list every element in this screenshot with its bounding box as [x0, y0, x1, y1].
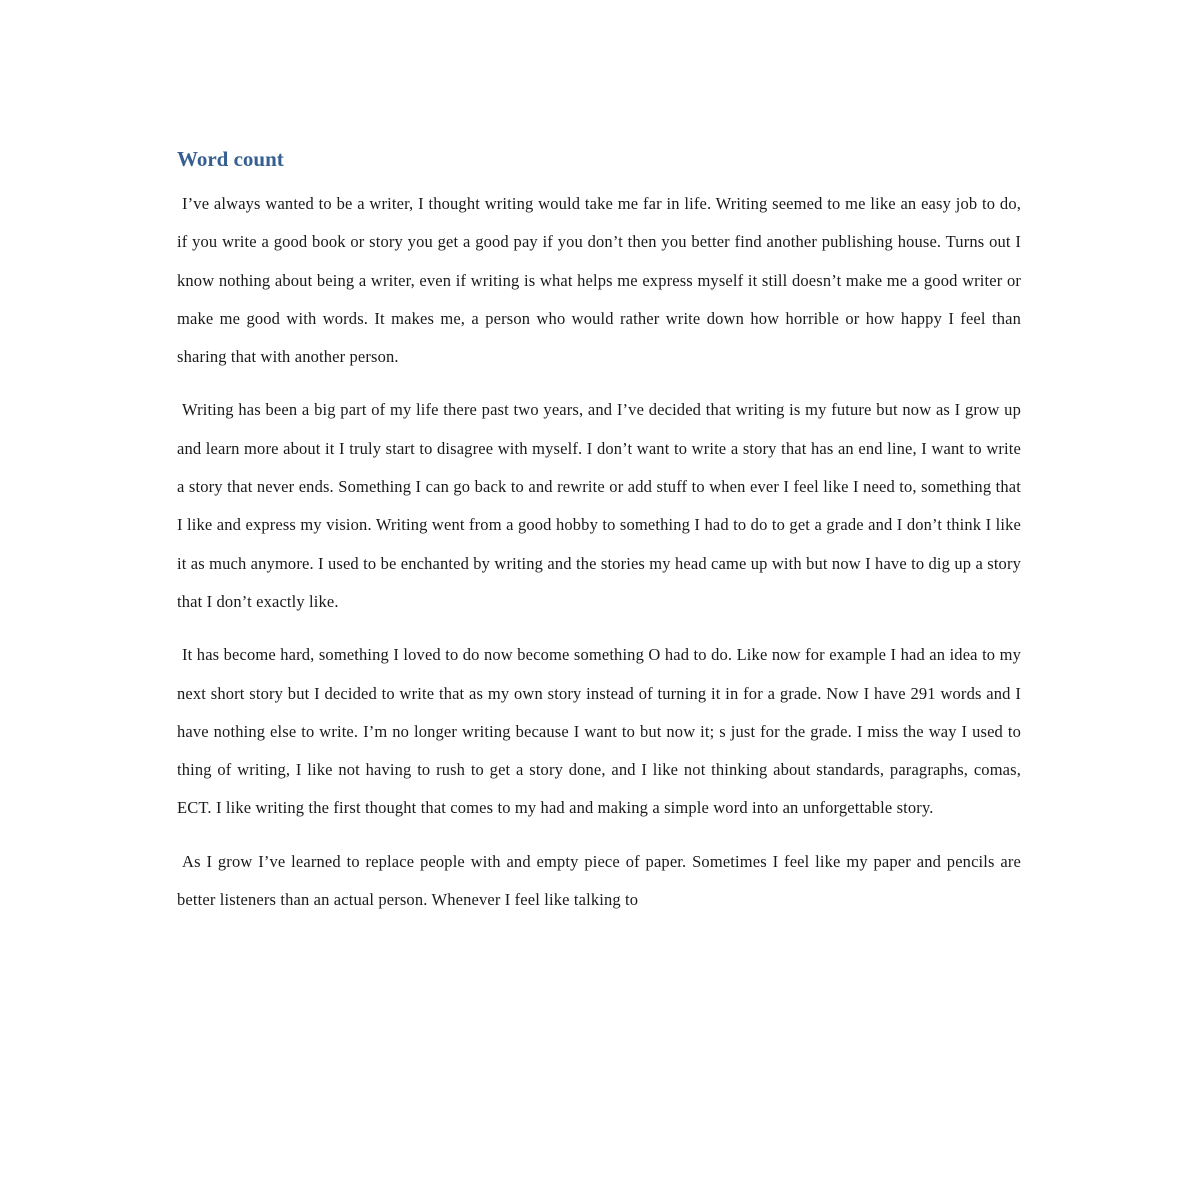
paragraph-1: I’ve always wanted to be a writer, I thought writing would take me far in life. Writing seemed to me like an easy job to do, if you write a good book or story you get a good pay if you don’t then you better find another publishing house. Turns out I know nothing about being a writer, even if writing is what helps me express myself it still doesn’t make me a good writer or make me good with words. It makes me, a person who would rather write down how horrible or how happy I feel than sharing that with another person.: [177, 194, 1021, 367]
paragraph-2: Writing has been a big part of my life there past two years, and I’ve decided that writing is my future but now as I grow up and learn more about it I truly start to disagree with myself. I don’t want to write a story that has an end line, I want to write a story that never ends. Something I can go back to and rewrite or add stuff to when ever I feel like I need to, something that I like and express my vision. Writing went from a good hobby to something I had to do to get a grade and I don’t think I like it as much anymore. I used to be enchanted by writing and the stories my head came up with but now I have to dig up a story that I don’t exactly like.: [177, 400, 1021, 611]
document-heading: Word count: [177, 147, 284, 171]
document-page: [177, 145, 1021, 934]
paragraph-3: It has become hard, something I loved to do now become something O had to do. Like now for example I had an idea to my next short story but I decided to write that as my own story instead of turning it in for a grade. Now I have 291 words and I have nothing else to write. I’m no longer writing because I want to but now it; s just for the grade. I miss the way I used to thing of writing, I like not having to rush to get a story done, and I like not thinking about standards, paragraphs, comas, ECT. I like writing the first thought that comes to my had and making a simple word into an unforgettable story.: [177, 645, 1021, 818]
paragraph-4: As I grow I’ve learned to replace people with and empty piece of paper. Sometimes I feel like my paper and pencils are better listeners than an actual person. Whenever I feel like talking to: [177, 851, 1021, 910]
